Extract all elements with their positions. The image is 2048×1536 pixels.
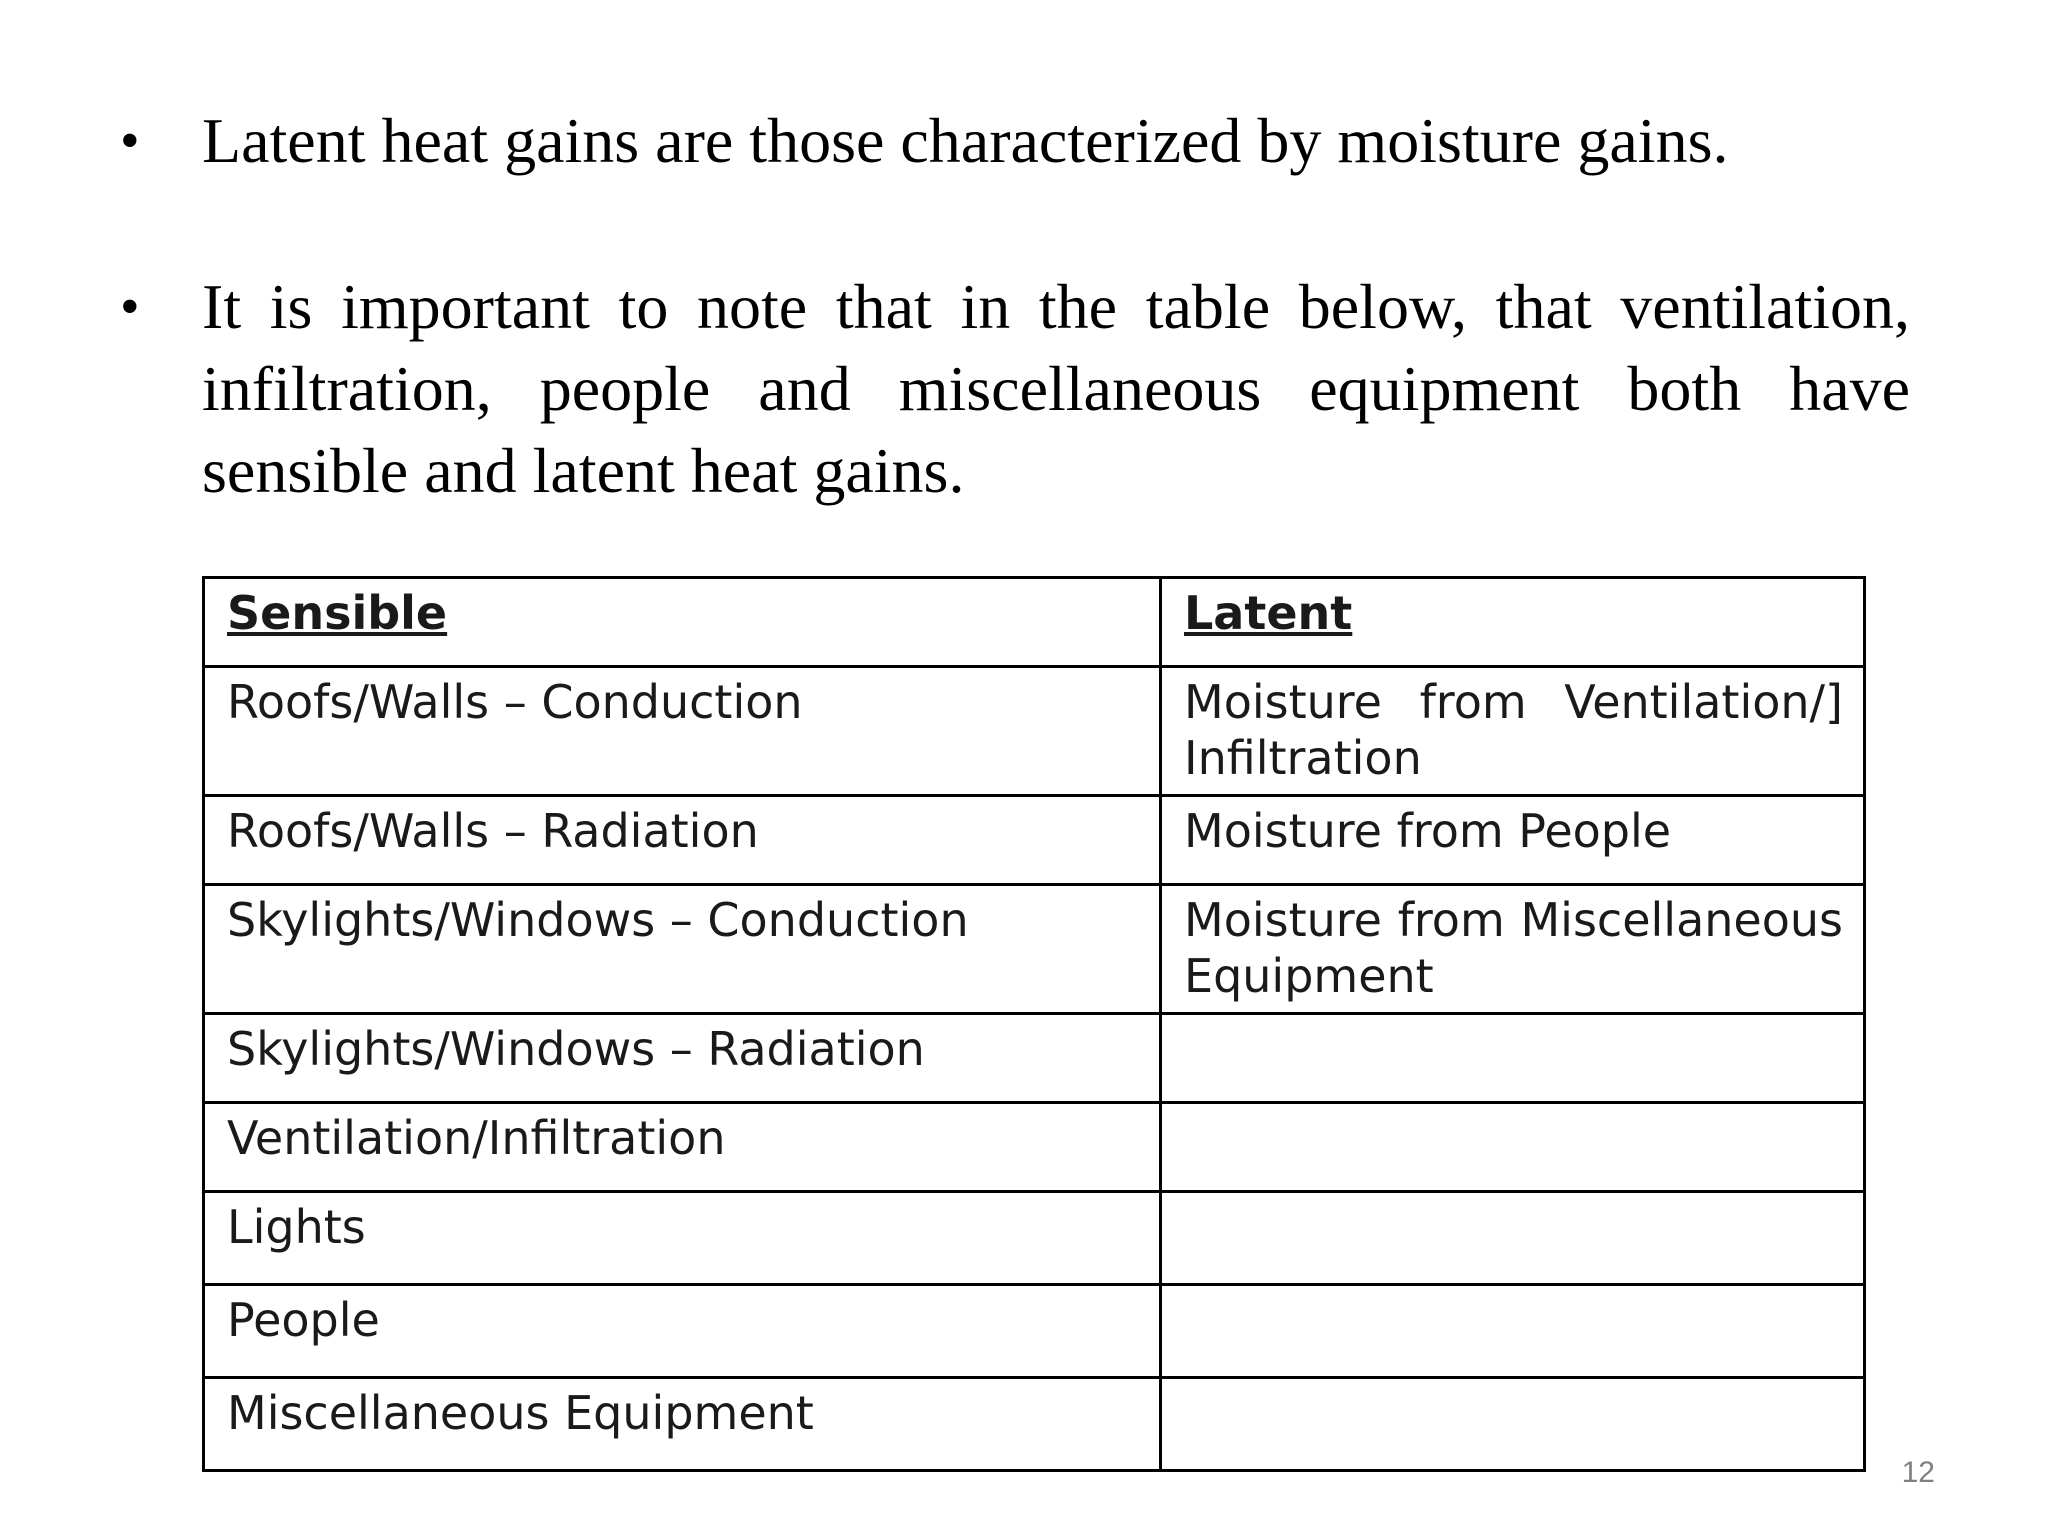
bullet-item bbox=[120, 100, 1910, 182]
sensible-cell: People bbox=[204, 1285, 1161, 1378]
bullet-text: It is important to note that in the table below, that ventilation, infiltration, people and miscellaneous equipment both have sensible and latent heat gains. bbox=[202, 271, 1910, 506]
header-sensible: Sensible bbox=[204, 578, 1161, 667]
latent-cell bbox=[1161, 1014, 1865, 1103]
table-row bbox=[204, 1378, 1865, 1471]
latent-cell bbox=[1161, 1378, 1865, 1471]
sensible-cell: Ventilation/Infiltration bbox=[204, 1103, 1161, 1192]
latent-cell bbox=[1161, 1285, 1865, 1378]
bullet-list bbox=[120, 100, 1910, 512]
latent-cell bbox=[1161, 1192, 1865, 1285]
table-row bbox=[204, 885, 1865, 1014]
bullet-icon: • bbox=[120, 276, 140, 338]
sensible-cell: Roofs/Walls – Conduction bbox=[204, 667, 1161, 796]
table-header-row bbox=[204, 578, 1865, 667]
bullet-item bbox=[120, 266, 1910, 512]
table-row bbox=[204, 796, 1865, 885]
sensible-cell: Skylights/Windows – Conduction bbox=[204, 885, 1161, 1014]
bullet-text: Latent heat gains are those characterized by moisture gains. bbox=[202, 105, 1729, 176]
sensible-cell: Miscellaneous Equipment bbox=[204, 1378, 1161, 1471]
bullet-icon: • bbox=[120, 110, 140, 172]
heat-gain-table-container bbox=[202, 576, 1866, 1472]
latent-cell: Moisture from People bbox=[1161, 796, 1865, 885]
latent-cell bbox=[1161, 1103, 1865, 1192]
latent-cell: Moisture from Ventilation/] Infiltration bbox=[1161, 667, 1865, 796]
table-row bbox=[204, 1192, 1865, 1285]
table-row bbox=[204, 1285, 1865, 1378]
sensible-cell: Lights bbox=[204, 1192, 1161, 1285]
heat-gain-table bbox=[202, 576, 1866, 1472]
table-row bbox=[204, 1103, 1865, 1192]
header-latent: Latent bbox=[1161, 578, 1865, 667]
sensible-cell: Roofs/Walls – Radiation bbox=[204, 796, 1161, 885]
page-number: 12 bbox=[1901, 1456, 1935, 1489]
table-row bbox=[204, 667, 1865, 796]
sensible-cell: Skylights/Windows – Radiation bbox=[204, 1014, 1161, 1103]
table-row bbox=[204, 1014, 1865, 1103]
latent-cell: Moisture from Miscellaneous Equipment bbox=[1161, 885, 1865, 1014]
